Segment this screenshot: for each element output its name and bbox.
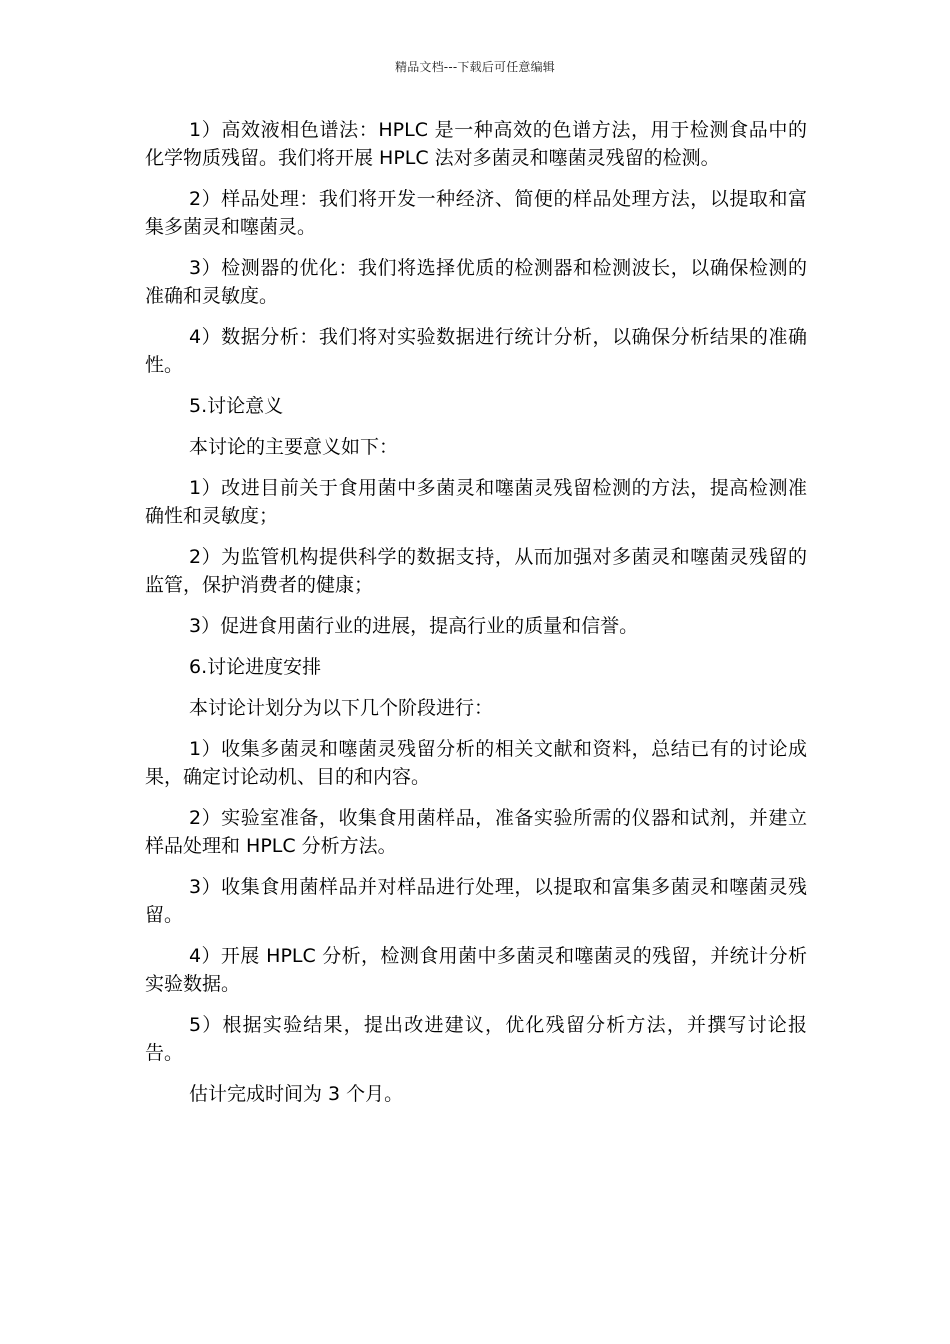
paragraph-method-detector: 3）检测器的优化：我们将选择优质的检测器和检测波长，以确保检测的准确和灵敏度。	[145, 257, 807, 307]
paragraph-method-hplc: 1）高效液相色谱法：HPLC 是一种高效的色谱方法，用于检测食品中的化学物质残留。我们将开展 HPLC 法对多菌灵和噻菌灵残留的检测。	[145, 119, 807, 169]
paragraph-schedule-2: 2）实验室准备，收集食用菌样品，准备实验所需的仪器和试剂，并建立样品处理和 HPLC 分析方法。	[145, 807, 807, 857]
paragraph-schedule-1: 1）收集多菌灵和噻菌灵残留分析的相关文献和资料，总结已有的讨论成果，确定讨论动机、目的和内容。	[145, 738, 807, 788]
paragraph-schedule-4: 4）开展 HPLC 分析，检测食用菌中多菌灵和噻菌灵的残留，并统计分析实验数据。	[145, 945, 807, 995]
paragraph-schedule-intro: 本讨论计划分为以下几个阶段进行：	[189, 697, 494, 719]
document-body	[145, 116, 807, 1121]
paragraph-significance-2: 2）为监管机构提供科学的数据支持，从而加强对多菌灵和噻菌灵残留的监管，保护消费者的健康；	[145, 546, 807, 596]
paragraph-significance-intro: 本讨论的主要意义如下：	[189, 436, 399, 458]
paragraph-schedule-5: 5）根据实验结果，提出改进建议，优化残留分析方法，并撰写讨论报告。	[145, 1014, 807, 1064]
section-heading-schedule: 6.讨论进度安排	[189, 656, 322, 678]
paragraph-significance-3: 3）促进食用菌行业的进展，提高行业的质量和信誉。	[189, 615, 639, 637]
paragraph-method-sample: 2）样品处理：我们将开发一种经济、简便的样品处理方法，以提取和富集多菌灵和噻菌灵。	[145, 188, 807, 238]
page-header: 精品文档---下载后可任意编辑	[395, 60, 555, 74]
paragraph-significance-1: 1）改进目前关于食用菌中多菌灵和噻菌灵残留检测的方法，提高检测准确性和灵敏度；	[145, 477, 807, 527]
paragraph-completion-time: 估计完成时间为 3 个月。	[189, 1083, 404, 1105]
paragraph-method-analysis: 4）数据分析：我们将对实验数据进行统计分析，以确保分析结果的准确性。	[145, 326, 807, 376]
paragraph-schedule-3: 3）收集食用菌样品并对样品进行处理，以提取和富集多菌灵和噻菌灵残留。	[145, 876, 807, 926]
section-heading-significance: 5.讨论意义	[189, 395, 284, 417]
